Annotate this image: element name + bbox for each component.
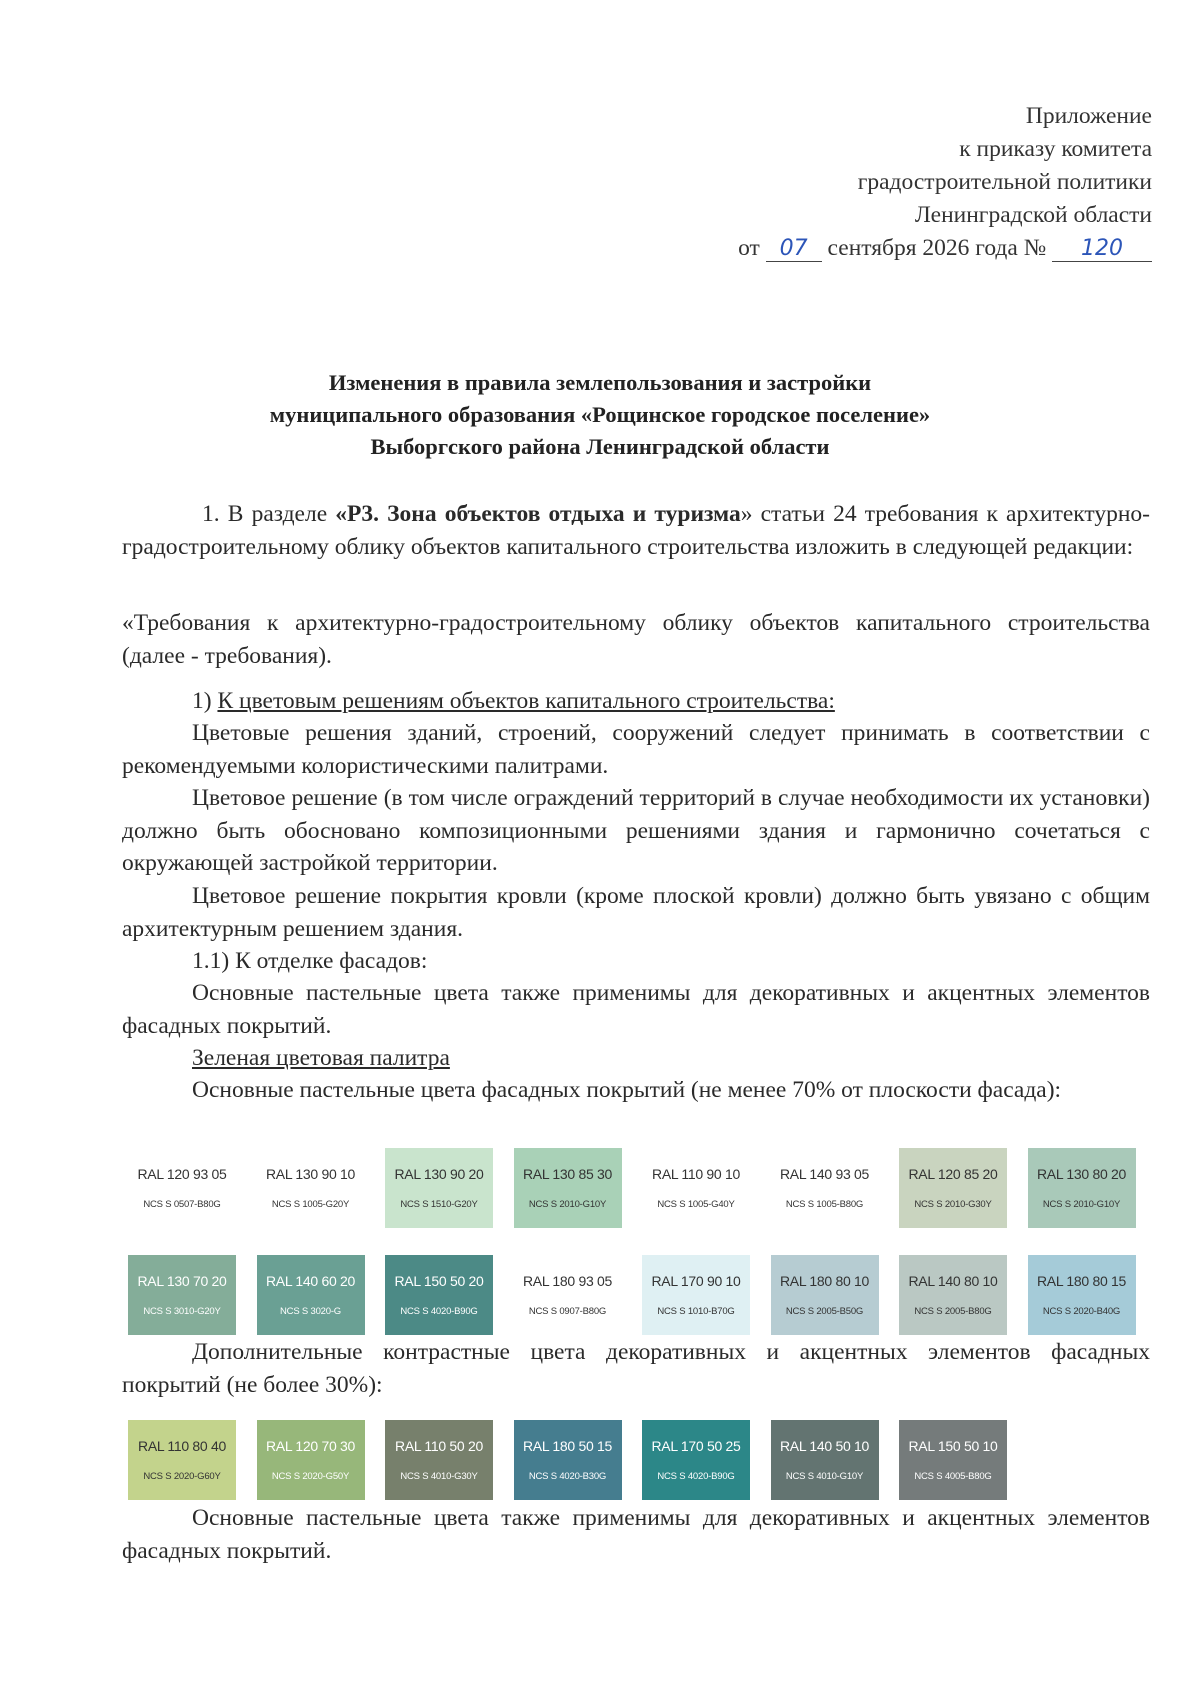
appendix-line-2: к приказу комитета bbox=[959, 136, 1152, 162]
ncs-code: NCS S 1005-G40Y bbox=[657, 1199, 735, 1210]
color-swatch bbox=[514, 1255, 622, 1335]
ncs-code: NCS S 2020-G50Y bbox=[271, 1471, 350, 1482]
item-number: 1) bbox=[192, 688, 218, 714]
title-line-2: муниципального образования «Рощинское городское поселение» bbox=[269, 402, 931, 427]
color-swatch bbox=[899, 1255, 1007, 1335]
paragraph-1-end: » статьи 24 требования к архитектурно-градостроительному облику объектов капитального строительства изложить в следующей редакции: bbox=[122, 501, 1150, 560]
color-swatch bbox=[128, 1420, 236, 1500]
ral-code: RAL 180 80 15 bbox=[1037, 1273, 1126, 1289]
ral-code: RAL 170 50 25 bbox=[651, 1438, 741, 1454]
color-swatch bbox=[257, 1420, 365, 1500]
color-swatch bbox=[771, 1148, 879, 1228]
ncs-code: NCS S 4010-G30Y bbox=[400, 1471, 478, 1482]
ral-code: RAL 180 93 05 bbox=[523, 1273, 612, 1289]
color-swatch bbox=[1028, 1255, 1136, 1335]
ral-code: RAL 120 93 05 bbox=[137, 1166, 227, 1182]
color-swatch bbox=[514, 1420, 622, 1500]
paragraph-8: Основные пастельные цвета также применимы для декоративных и акцентных элементов фасадных покрытий. bbox=[122, 980, 1150, 1039]
ncs-code: NCS S 4010-G10Y bbox=[785, 1471, 864, 1482]
ncs-code: NCS S 0907-B80G bbox=[528, 1306, 607, 1317]
ral-code: RAL 110 80 40 bbox=[138, 1438, 226, 1454]
ral-code: RAL 130 85 30 bbox=[523, 1166, 612, 1182]
ral-code: RAL 110 50 20 bbox=[395, 1438, 483, 1454]
ncs-code: NCS S 3010-G20Y bbox=[143, 1306, 221, 1317]
paragraph-1 bbox=[122, 498, 1150, 563]
ncs-code: NCS S 1005-G20Y bbox=[271, 1199, 350, 1210]
paragraph-5: Цветовое решение (в том числе ограждений территорий в случае необходимости их установки) должно быть обосновано композиционными решениями здания и гармонично сочетаться с окружающей застройкой территории. bbox=[122, 785, 1150, 876]
color-swatch bbox=[642, 1148, 750, 1228]
ncs-code: NCS S 2010-G30Y bbox=[914, 1199, 992, 1210]
ncs-code: NCS S 2005-B80G bbox=[914, 1306, 992, 1317]
order-month-year: сентября 2026 года № bbox=[827, 235, 1047, 261]
ncs-code: NCS S 2010-G10Y bbox=[1042, 1199, 1121, 1210]
ncs-code: NCS S 4005-B80G bbox=[914, 1471, 992, 1482]
paragraph-10: Основные пастельные цвета фасадных покрытий (не менее 70% от плоскости фасада): bbox=[192, 1077, 1062, 1103]
order-from-prefix: от bbox=[738, 235, 760, 261]
color-swatch bbox=[385, 1420, 493, 1500]
ral-code: RAL 140 80 10 bbox=[908, 1273, 998, 1289]
order-number: 120 bbox=[1052, 237, 1152, 262]
color-swatch bbox=[385, 1148, 493, 1228]
ncs-code: NCS S 2020-B40G bbox=[1042, 1306, 1121, 1317]
color-swatch bbox=[257, 1255, 365, 1335]
ral-code: RAL 130 90 10 bbox=[266, 1166, 355, 1182]
ral-code: RAL 130 80 20 bbox=[1037, 1166, 1126, 1182]
item-heading: К цветовым решениям объектов капитального строительства: bbox=[217, 688, 835, 714]
color-swatch bbox=[771, 1255, 879, 1335]
ral-code: RAL 150 50 20 bbox=[394, 1273, 484, 1289]
ral-code: RAL 110 90 10 bbox=[652, 1166, 740, 1182]
color-swatch bbox=[642, 1420, 750, 1500]
color-swatch bbox=[385, 1255, 493, 1335]
paragraph-7: 1.1) К отделке фасадов: bbox=[192, 948, 428, 974]
color-swatch bbox=[1028, 1148, 1136, 1228]
ncs-code: NCS S 4020-B90G bbox=[400, 1306, 478, 1317]
document-title bbox=[0, 367, 1200, 463]
ncs-code: NCS S 2010-G10Y bbox=[528, 1199, 607, 1210]
paragraph-2: «Требования к архитектурно-градостроительному облику объектов капитального строительства (далее - требования). bbox=[122, 610, 1150, 669]
ncs-code: NCS S 3020-G bbox=[280, 1306, 341, 1317]
paragraph-11: Дополнительные контрастные цвета декоративных и акцентных элементов фасадных покрытий (не более 30%): bbox=[122, 1339, 1150, 1398]
order-day: 07 bbox=[766, 237, 822, 262]
ncs-code: NCS S 1005-B80G bbox=[785, 1199, 864, 1210]
paragraph-3 bbox=[122, 685, 1150, 718]
ral-code: RAL 150 50 10 bbox=[908, 1438, 998, 1454]
appendix-line-4: Ленинградской области bbox=[914, 202, 1152, 228]
color-swatch bbox=[771, 1420, 879, 1500]
palette-heading: Зеленая цветовая палитра bbox=[192, 1045, 450, 1071]
section-name: «Р3. Зона объектов отдыха и туризма bbox=[335, 501, 741, 527]
ral-code: RAL 140 50 10 bbox=[780, 1438, 869, 1454]
ncs-code: NCS S 4020-B90G bbox=[657, 1471, 735, 1482]
ral-code: RAL 120 85 20 bbox=[908, 1166, 998, 1182]
ral-code: RAL 170 90 10 bbox=[651, 1273, 741, 1289]
title-line-3: Выборгского района Ленинградской области bbox=[370, 434, 830, 459]
ral-code: RAL 130 70 20 bbox=[137, 1273, 227, 1289]
paragraph-4: Цветовые решения зданий, строений, сооружений следует принимать в соответствии с рекомендуемыми колористическими палитрами. bbox=[122, 720, 1150, 779]
paragraph-1-start: 1. В разделе bbox=[202, 501, 336, 527]
ncs-code: NCS S 2005-B50G bbox=[785, 1306, 864, 1317]
title-line-1: Изменения в правила землепользования и застройки bbox=[328, 370, 872, 395]
color-swatch bbox=[128, 1255, 236, 1335]
appendix-header bbox=[738, 100, 1152, 265]
appendix-line-3: градостроительной политики bbox=[857, 169, 1152, 195]
appendix-line-1: Приложение bbox=[1025, 103, 1152, 129]
color-swatch bbox=[899, 1420, 1007, 1500]
ral-code: RAL 140 60 20 bbox=[266, 1273, 355, 1289]
color-swatch bbox=[257, 1148, 365, 1228]
ncs-code: NCS S 2020-G60Y bbox=[143, 1471, 221, 1482]
color-swatch bbox=[642, 1255, 750, 1335]
ral-code: RAL 180 50 15 bbox=[523, 1438, 612, 1454]
ral-code: RAL 130 90 20 bbox=[394, 1166, 484, 1182]
ncs-code: NCS S 0507-B80G bbox=[143, 1199, 221, 1210]
ncs-code: NCS S 1010-B70G bbox=[657, 1306, 735, 1317]
paragraph-12: Основные пастельные цвета также применимы для декоративных и акцентных элементов фасадных покрытий. bbox=[122, 1505, 1150, 1564]
order-date-line bbox=[738, 232, 1152, 265]
ral-code: RAL 120 70 30 bbox=[266, 1438, 355, 1454]
ncs-code: NCS S 1510-G20Y bbox=[400, 1199, 478, 1210]
color-swatch bbox=[128, 1148, 236, 1228]
color-swatch bbox=[899, 1148, 1007, 1228]
paragraph-6: Цветовое решение покрытия кровли (кроме плоской кровли) должно быть увязано с общим архитектурным решением здания. bbox=[122, 883, 1150, 942]
ral-code: RAL 180 80 10 bbox=[780, 1273, 869, 1289]
ral-code: RAL 140 93 05 bbox=[780, 1166, 869, 1182]
ncs-code: NCS S 4020-B30G bbox=[528, 1471, 607, 1482]
color-swatch bbox=[514, 1148, 622, 1228]
